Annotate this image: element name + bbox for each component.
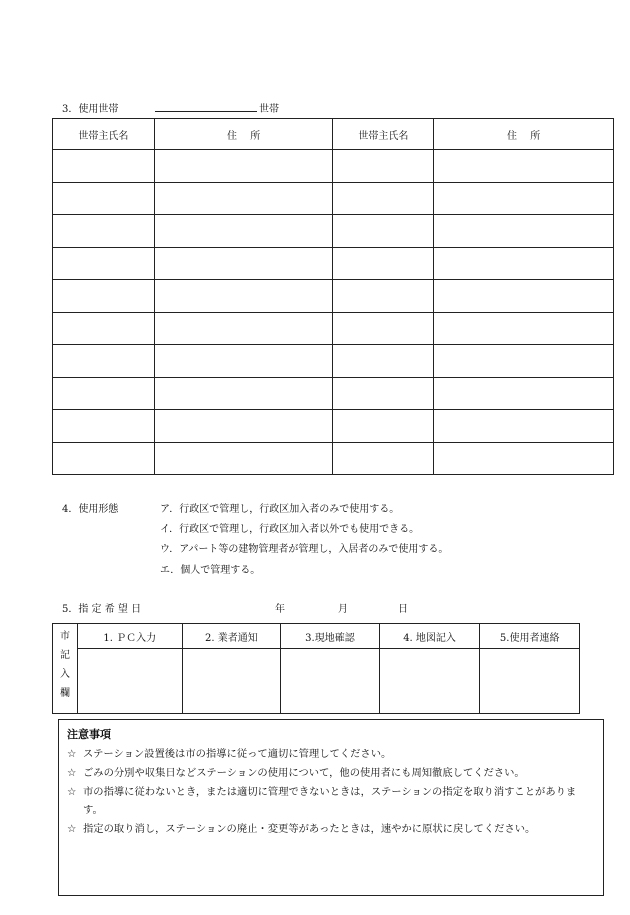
header-site-check: 3.現地確認 bbox=[281, 624, 380, 649]
cell-site-check[interactable] bbox=[281, 649, 380, 714]
household-address-cell[interactable] bbox=[154, 345, 333, 378]
household-row bbox=[53, 182, 614, 215]
household-address-cell[interactable] bbox=[434, 442, 614, 475]
household-row bbox=[53, 280, 614, 313]
household-address-cell[interactable] bbox=[434, 312, 614, 345]
cell-vendor-notice[interactable] bbox=[182, 649, 281, 714]
usage-option-a: ア．行政区で管理し，行政区加入者のみで使用する。 bbox=[160, 504, 400, 515]
household-table-body bbox=[53, 150, 614, 475]
household-row bbox=[53, 377, 614, 410]
header-map-entry: 4. 地図記入 bbox=[379, 624, 480, 649]
household-name-cell[interactable] bbox=[333, 280, 434, 313]
household-address-cell[interactable] bbox=[434, 345, 614, 378]
household-address-cell[interactable] bbox=[434, 182, 614, 215]
note-text: ごみの分別や収集日などステーションの使用について，他の使用者にも周知徹底してください。 bbox=[83, 767, 525, 779]
month-label: 月 bbox=[338, 604, 348, 615]
note-item bbox=[67, 820, 595, 838]
notes-box bbox=[58, 719, 604, 896]
note-text: ステーション設置後は市の指導に従って適切に管理してください。 bbox=[83, 748, 392, 760]
household-row bbox=[53, 345, 614, 378]
note-text: 市の指導に従わないとき，または適切に管理できないときは，ステーションの指定を取り消すことがあります。 bbox=[83, 786, 577, 816]
cell-user-contact[interactable] bbox=[480, 649, 580, 714]
section3-label: 3．使用世帯 bbox=[62, 104, 119, 115]
household-name-cell[interactable] bbox=[333, 377, 434, 410]
household-name-cell[interactable] bbox=[53, 377, 155, 410]
household-name-cell[interactable] bbox=[53, 312, 155, 345]
household-name-cell[interactable] bbox=[53, 410, 155, 443]
header-address-1: 住 所 bbox=[154, 119, 333, 150]
household-row bbox=[53, 247, 614, 280]
section4-label: 4．使用形態 bbox=[62, 504, 119, 515]
household-name-cell[interactable] bbox=[53, 247, 155, 280]
household-name-cell[interactable] bbox=[333, 215, 434, 248]
side-char-4: 欄 bbox=[59, 688, 70, 699]
household-address-cell[interactable] bbox=[154, 215, 333, 248]
household-address-cell[interactable] bbox=[434, 280, 614, 313]
note-item bbox=[67, 745, 595, 763]
household-row bbox=[53, 410, 614, 443]
note-text: 指定の取り消し，ステーションの廃止・変更等があったときは，速やかに原状に戻してください。 bbox=[83, 823, 536, 835]
household-address-cell[interactable] bbox=[434, 247, 614, 280]
household-name-cell[interactable] bbox=[333, 247, 434, 280]
household-name-cell[interactable] bbox=[53, 280, 155, 313]
star-icon: ☆ bbox=[67, 748, 77, 760]
header-vendor-notice: 2. 業者通知 bbox=[182, 624, 281, 649]
section3-suffix: 世帯 bbox=[259, 104, 279, 115]
header-address-2: 住 所 bbox=[434, 119, 614, 150]
star-icon: ☆ bbox=[67, 767, 77, 779]
household-name-cell[interactable] bbox=[53, 150, 155, 183]
star-icon: ☆ bbox=[67, 823, 77, 835]
household-row bbox=[53, 215, 614, 248]
header-householder-name-2: 世帯主氏名 bbox=[333, 119, 434, 150]
household-name-cell[interactable] bbox=[53, 215, 155, 248]
household-name-cell[interactable] bbox=[53, 442, 155, 475]
household-address-cell[interactable] bbox=[434, 150, 614, 183]
household-address-cell[interactable] bbox=[154, 377, 333, 410]
household-name-cell[interactable] bbox=[333, 345, 434, 378]
cell-pc-input[interactable] bbox=[77, 649, 182, 714]
household-row bbox=[53, 150, 614, 183]
usage-option-u: ウ．アパート等の建物管理者が管理し，入居者のみで使用する。 bbox=[160, 544, 449, 555]
household-address-cell[interactable] bbox=[154, 280, 333, 313]
side-char-3: 入 bbox=[59, 669, 70, 680]
note-item bbox=[67, 783, 595, 819]
star-icon: ☆ bbox=[67, 786, 77, 798]
day-label: 日 bbox=[398, 604, 408, 615]
notes-title: 注意事項 bbox=[67, 728, 111, 741]
household-name-cell[interactable] bbox=[333, 182, 434, 215]
side-char-1: 市 bbox=[59, 631, 70, 642]
household-row bbox=[53, 442, 614, 475]
household-name-cell[interactable] bbox=[53, 345, 155, 378]
office-use-table bbox=[52, 623, 580, 714]
household-address-cell[interactable] bbox=[154, 182, 333, 215]
household-address-cell[interactable] bbox=[154, 410, 333, 443]
household-address-cell[interactable] bbox=[154, 247, 333, 280]
household-row bbox=[53, 312, 614, 345]
household-address-cell[interactable] bbox=[154, 442, 333, 475]
household-count-field[interactable] bbox=[155, 111, 257, 112]
usage-option-e: エ．個人で管理する。 bbox=[160, 565, 261, 576]
usage-option-i: イ．行政区で管理し，行政区加入者以外でも使用できる。 bbox=[160, 524, 420, 535]
household-address-cell[interactable] bbox=[434, 410, 614, 443]
section5-label: 5．指 定 希 望 日 bbox=[62, 604, 142, 615]
household-name-cell[interactable] bbox=[333, 410, 434, 443]
household-address-cell[interactable] bbox=[154, 150, 333, 183]
household-name-cell[interactable] bbox=[333, 442, 434, 475]
side-char-2: 記 bbox=[59, 650, 70, 661]
household-address-cell[interactable] bbox=[434, 377, 614, 410]
household-table bbox=[52, 118, 614, 475]
cell-map-entry[interactable] bbox=[379, 649, 480, 714]
household-address-cell[interactable] bbox=[434, 215, 614, 248]
header-pc-input: 1. ＰＣ入力 bbox=[77, 624, 182, 649]
household-name-cell[interactable] bbox=[53, 182, 155, 215]
household-name-cell[interactable] bbox=[333, 312, 434, 345]
header-user-contact: 5.使用者連絡 bbox=[480, 624, 580, 649]
note-item bbox=[67, 764, 595, 782]
office-use-side-label bbox=[53, 624, 78, 714]
household-address-cell[interactable] bbox=[154, 312, 333, 345]
year-label: 年 bbox=[275, 604, 285, 615]
household-name-cell[interactable] bbox=[333, 150, 434, 183]
header-householder-name-1: 世帯主氏名 bbox=[53, 119, 155, 150]
